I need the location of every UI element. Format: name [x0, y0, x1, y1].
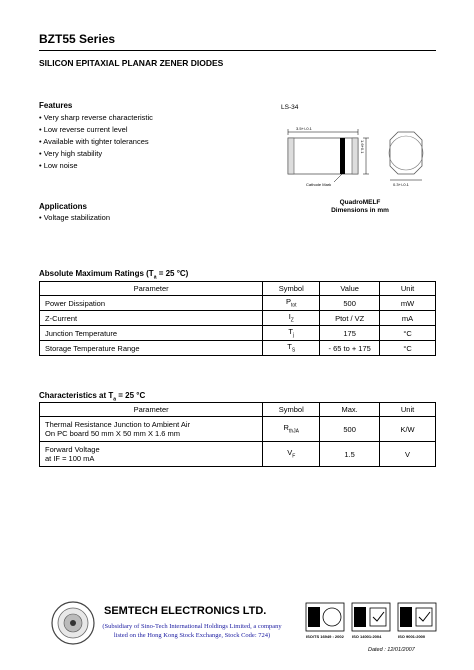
title-divider: [39, 50, 436, 51]
company-subsidiary-note: (Subsidiary of Sino-Tech International Holdings Limited, a company listed on the Hong Kong Stock Exchange, Stock Code: 724): [102, 623, 282, 639]
dated-label: Dated : 12/01/2007: [368, 647, 415, 653]
characteristics-heading: Characteristics at $T_a = 25$ °C: [39, 391, 146, 403]
package-name: QuadroMELF: [339, 199, 381, 206]
package-code: LS-34: [281, 104, 299, 111]
features-heading: Features: [39, 101, 73, 110]
table-row: Thermal Resistance Junction to Ambient Air On PC board 50 mm X 50 mm X 1.6 mm $R_{thJA}$ 500 K/W: [40, 417, 436, 442]
cert-mark-icon: [352, 603, 390, 631]
table-row: Z-Current $I_Z$ Ptot / VZ mA: [40, 311, 436, 326]
table-header-row: [40, 403, 436, 417]
list-item: • Voltage stabilization: [39, 212, 110, 224]
package-caption: [300, 199, 420, 215]
column-header: Max.: [320, 403, 380, 417]
package-dims-label: Dimensions in mm: [331, 207, 389, 214]
cert-labels: ISO/TS 16949 : 2002 ISO 14001:2004 ISO 9001:2000: [306, 634, 426, 639]
list-item: • Low reverse current level: [39, 124, 153, 136]
page-subtitle: SILICON EPITAXIAL PLANAR ZENER DIODES: [39, 58, 224, 68]
list-item: • Available with tighter tolerances: [39, 136, 153, 148]
abs-max-table: [39, 281, 436, 356]
characteristics-table: [39, 402, 436, 467]
dim-band-label: 0.3+/-0.1: [393, 182, 409, 187]
dim-width-label: 1.6+0.1: [360, 140, 365, 154]
table-row: Storage Temperature Range $T_S$ - 65 to + 175 °C: [40, 341, 436, 356]
column-header: Unit: [380, 403, 436, 417]
cathode-band: [340, 138, 345, 174]
table-row: Junction Temperature $T_j$ 175 °C: [40, 326, 436, 341]
cert-mark-icon: [306, 603, 344, 631]
end-view: [390, 132, 422, 174]
features-list: [39, 112, 153, 172]
column-header: Symbol: [263, 403, 320, 417]
list-item: • Very sharp reverse characteristic: [39, 112, 153, 124]
company-seal-logo: [50, 600, 96, 646]
dim-length-label: 3.5+/-0.1: [296, 126, 312, 131]
page-title: BZT55 Series: [39, 32, 116, 46]
cert-mark-icon: [398, 603, 436, 631]
table-row: Forward Voltage at IF = 100 mA $V_F$ 1.5 V: [40, 442, 436, 467]
applications-list: [39, 212, 110, 224]
column-header: Parameter: [40, 282, 263, 296]
column-header: Symbol: [263, 282, 320, 296]
list-item: • Low noise: [39, 160, 153, 172]
diode-body: [288, 138, 358, 174]
list-item: • Very high stability: [39, 148, 153, 160]
cathode-label: Cathode Mark: [306, 182, 332, 187]
table-row: Power Dissipation $P_{tot}$ 500 mW: [40, 296, 436, 311]
column-header: Unit: [380, 282, 436, 296]
column-header: Value: [320, 282, 380, 296]
applications-heading: Applications: [39, 202, 88, 211]
column-header: Parameter: [40, 403, 263, 417]
company-name: SEMTECH ELECTRONICS LTD.: [104, 605, 267, 617]
table-header-row: [40, 282, 436, 296]
abs-max-heading: Absolute Maximum Ratings ($T_a = 25$ °C): [39, 269, 189, 281]
